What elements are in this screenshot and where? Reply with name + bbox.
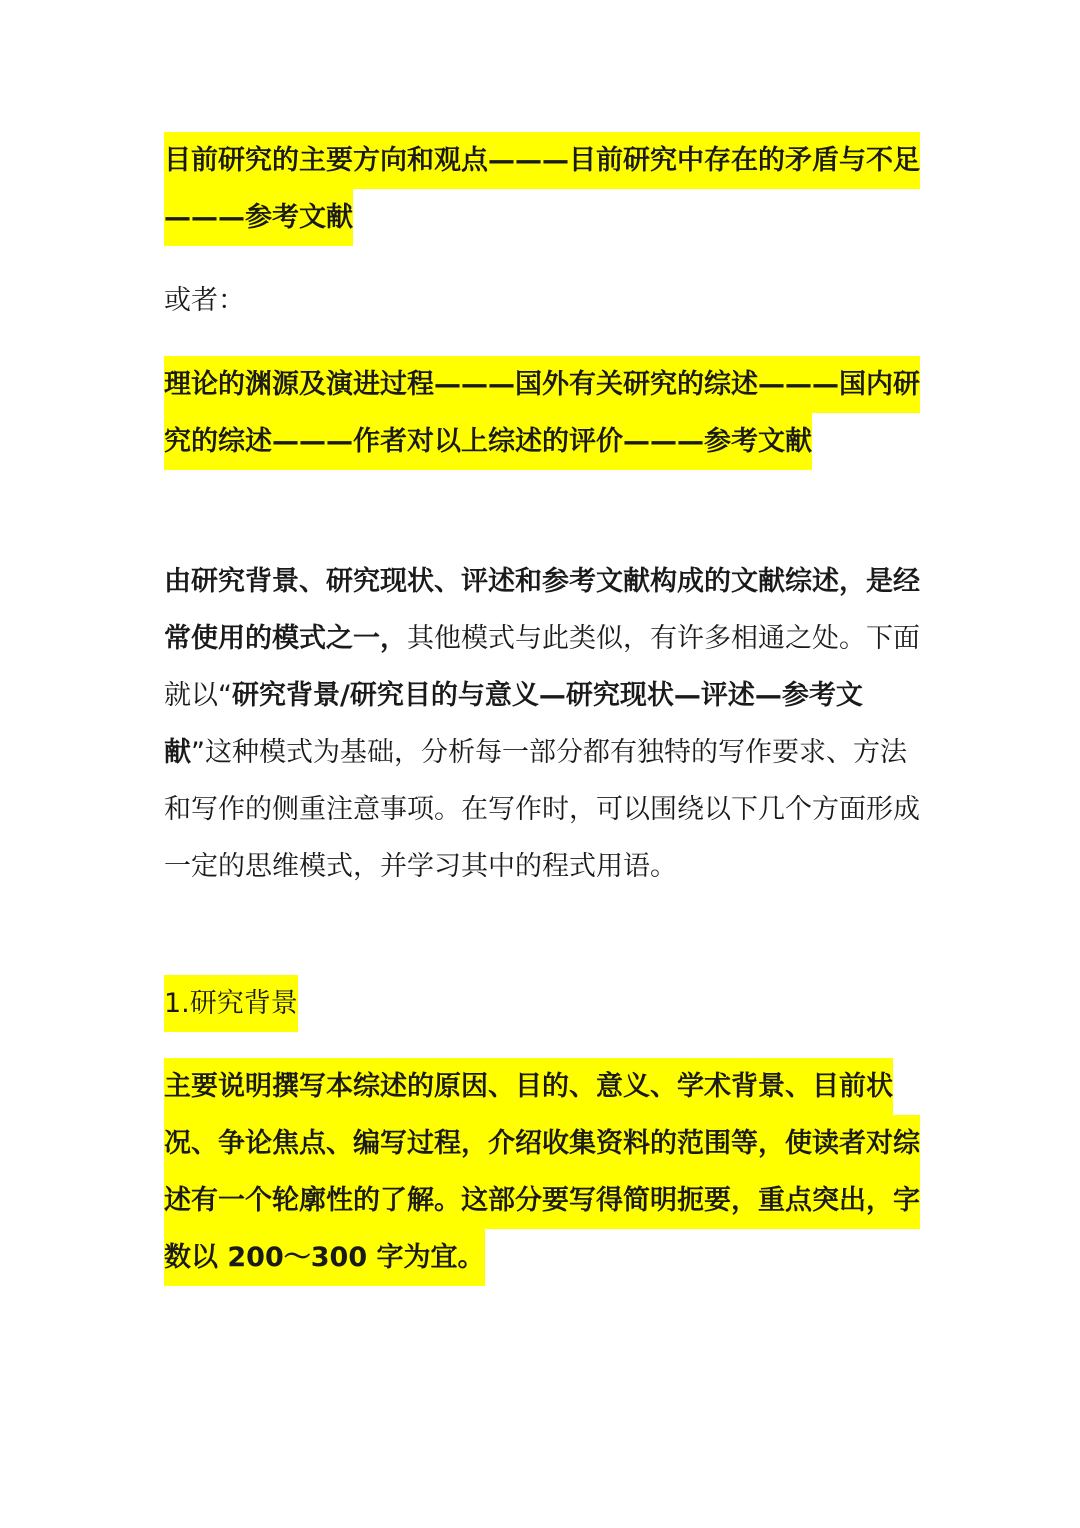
paragraph-explanation	[164, 553, 924, 895]
paragraph-structure-one	[164, 132, 924, 246]
explanation-text-two: ”这种模式为基础，分析每一部分都有独特的写作要求、方法和写作的侧重注意事项。在写作时，可以围绕以下几个方面形成一定的思维模式，并学习其中的程式用语。	[164, 737, 920, 882]
paragraph-structure-two	[164, 356, 924, 470]
highlight-background-description: 主要说明撰写本综述的原因、目的、意义、学术背景、目前状况、争论焦点、编写过程，介绍收集资料的范围等，使读者对综述有一个轮廓性的了解。这部分要写得简明扼要，重点突出，字数以 200～300 字为宜。	[164, 1058, 920, 1286]
highlight-structure-two: 理论的渊源及演进过程———国外有关研究的综述———国内研究的综述———作者对以上综述的评价———参考文献	[164, 356, 920, 470]
paragraph-background-description	[164, 1058, 924, 1286]
or-label: 或者：	[164, 285, 245, 316]
highlight-structure-one: 目前研究的主要方向和观点———目前研究中存在的矛盾与不足———参考文献	[164, 132, 920, 246]
section-heading	[164, 975, 924, 1032]
explanation-bold-lead: 由研究背景、研究现状、评述和参考文献构成的文献综述，是经常使用的模式之一，	[164, 566, 920, 654]
explanation-bold-model: 研究背景/研究目的与意义—研究现状—评述—参考文献	[164, 680, 863, 768]
section-heading-research-background: 1.研究背景	[164, 975, 298, 1032]
paragraph-or	[164, 272, 924, 329]
explanation-text-one: 其他模式与此类似，有许多相通之处。下面就以“	[164, 623, 920, 711]
